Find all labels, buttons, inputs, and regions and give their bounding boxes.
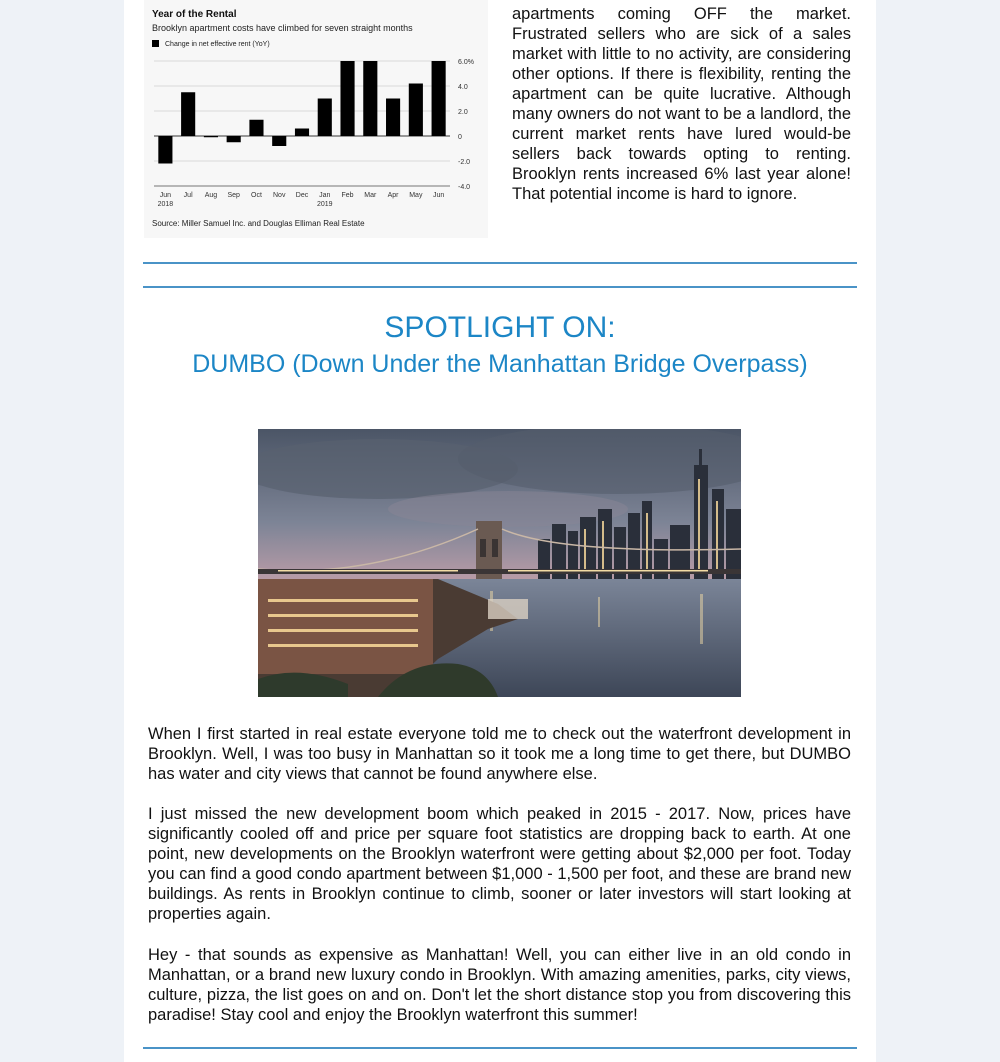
rent-chart-figure <box>144 0 488 238</box>
dumbo-skyline-photo <box>258 429 741 697</box>
y-tick-label: 2.0 <box>458 109 468 116</box>
bar <box>340 61 354 136</box>
chart-subtitle: Brooklyn apartment costs have climbed for seven straight months <box>152 23 413 33</box>
x-tick-label: Jun <box>159 192 172 199</box>
bar <box>158 136 172 164</box>
y-tick-label: 6.0% <box>458 59 474 66</box>
x-tick-label: Feb <box>341 192 354 199</box>
bar <box>249 120 263 136</box>
divider <box>143 262 857 264</box>
bar <box>432 61 446 136</box>
bar <box>181 92 195 136</box>
x-tick-label: Oct <box>251 192 262 199</box>
bar <box>272 136 286 146</box>
x-tick-label: Sep <box>227 192 240 199</box>
x-tick-label: Dec <box>295 192 309 199</box>
divider <box>143 1047 857 1049</box>
legend-label: Change in net effective rent (YoY) <box>165 41 270 48</box>
y-tick-label: 0 <box>458 134 462 141</box>
x-tick-label: Apr <box>387 192 399 199</box>
divider <box>143 286 857 288</box>
chart-title: Year of the Rental <box>152 9 237 20</box>
bar <box>318 99 332 137</box>
x-tick-label: Jan <box>319 192 331 199</box>
y-tick-label: 4.0 <box>458 84 468 91</box>
x-tick-label: May <box>409 192 423 199</box>
x-tick-label: Nov <box>273 192 286 199</box>
bar <box>204 136 218 137</box>
spotlight-paragraph: I just missed the new development boom which peaked in 2015 - 2017. Now, prices have significantly cooled off and price per square foot statistics are dropping back to earth. At one point, new developments on the Brooklyn waterfront were getting about $2,000 per foot. Today you can find a good condo apartment between $1,000 - 1,500 per foot, and these are brand new buildings. As rents in Brooklyn continue to climb, sooner or later investors will start looking at properties again. <box>148 805 851 923</box>
bar <box>363 61 377 136</box>
intro-paragraph: apartments coming OFF the market. Frustrated sellers who are sick of a sales market with little to no activity, are considering other options. If there is flexibility, renting the apartment can be quite lucrative. Although many owners do not want to be a landlord, the current market rents have lured would-be sellers back towards opting to renting. Brooklyn rents increased 6% last year alone! That potential income is hard to ignore. <box>512 5 851 203</box>
x-tick-label: Jun <box>432 192 445 199</box>
chart-source: Source: Miller Samuel Inc. and Douglas Elliman Real Estate <box>152 219 365 228</box>
bar <box>409 84 423 137</box>
bar <box>227 136 241 142</box>
y-tick-label: -2.0 <box>458 159 471 166</box>
spotlight-subheading: DUMBO (Down Under the Manhattan Bridge Overpass) <box>192 350 808 378</box>
bar <box>386 99 400 137</box>
x-tick-label: Mar <box>364 192 377 199</box>
spotlight-paragraph: When I first started in real estate everyone told me to check out the waterfront development in Brooklyn. Well, I was too busy in Manhattan so it took me a long time to get there, but DUMBO has water and city views that cannot be found anywhere else. <box>148 725 851 783</box>
spotlight-paragraph: Hey - that sounds as expensive as Manhattan! Well, you can either live in an old condo in Manhattan, or a brand new luxury condo in Brooklyn. With amazing amenities, parks, city views, culture, pizza, the list goes on and on. Don't let the short distance stop you from discovering this paradise! Stay cool and enjoy the Brooklyn waterfront this summer! <box>148 946 851 1024</box>
x-tick-label: Jul <box>183 192 193 199</box>
bar-chart <box>144 0 488 238</box>
spotlight-heading: SPOTLIGHT ON: <box>384 311 616 344</box>
year-label: 2019 <box>316 201 333 208</box>
year-label: 2018 <box>157 201 174 208</box>
bar <box>295 129 309 137</box>
y-tick-label: -4.0 <box>458 184 471 191</box>
x-tick-label: Aug <box>204 192 218 199</box>
